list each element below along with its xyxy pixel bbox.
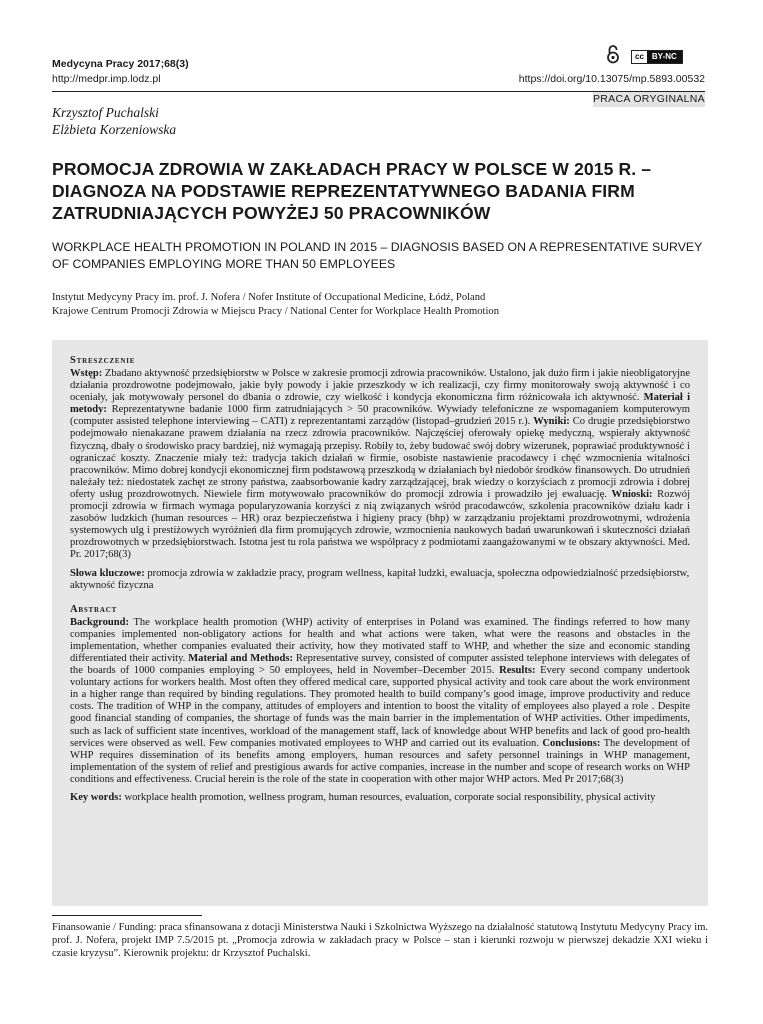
doi-link[interactable]: https://doi.org/10.13075/mp.5893.00532: [518, 73, 705, 85]
section-text: Co drugie przedsiębiorstwo podejmowało nienakazane prawem działania na rzecz zdrowia pracowników. Najczęściej oferowały opiekę medyczną, wspierały aktywność fizyczną, dbały o środowisko pracy bardziej, niż wymagają przepisy. Robiły to, żeby budować swój dobry wizerunek, poprawiać produktywność i ograniczać koszty. Znaczenie miały też: tradycja takich działań w firmie, osobiste nastawienie pracodawcy i chęć wzmocnienia witalności pracowników. Mimo dobrej kondycji ekonomicznej firm podstawową przeszkodą w działaniach był niedobór środków finansowych. Do utrudnień należały też: niedostatek zachęt ze strony państwa, zaabsorbowanie kadry zarządzającej, brak wiedzy o korzyściach z promocji zdrowia i dobrej oferty usług prozdrowotnych. Niewiele firm motywowało pracowników do promocji zdrowia i prowadziło jej ewaluację.: [70, 416, 690, 500]
section-text: The development of WHP requires dissemination of its benefits among employers, human resources and safety personnel trainings in WHP management, implementation of the system of relief and prestigious awards for active companies, increase in the number and scope of research works on WHP conditions and effectiveness. Crucial herein is the role of the state in cooperation with other major WHP actors. Med Pr 2017;68(3): [70, 737, 690, 785]
section-label: Conclusions:: [542, 737, 601, 749]
streszczenie-text: [70, 368, 690, 562]
author-list: [52, 104, 176, 138]
funding-footnote: Finansowanie / Funding: praca sfinansowana z dotacji Ministerstwa Nauki i Szkolnictwa Wyższego na działalność statutową Instytutu Medycyny Pracy im. prof. J. Nofera, projekt IMP 7.5/2015 pt. „Promocja zdrowia w zakładach pracy w Polsce – stan i kierunki rozwoju w pierwszej dekadzie XXI wieku i czasie kryzysu”. Kierownik projektu: dr Krzysztof Puchalski.: [52, 922, 708, 959]
footnote-divider: [52, 915, 202, 916]
journal-url[interactable]: http://medpr.imp.lodz.pl: [52, 73, 161, 85]
title-english: WORKPLACE HEALTH PROMOTION IN POLAND IN 2015 – DIAGNOSIS BASED ON A REPRESENTATIVE SURVEY OF COMPANIES EMPLOYING MORE THAN 50 EMPLOYEES: [52, 240, 703, 271]
section-label: Materiał i metody:: [70, 392, 690, 416]
section-text: Rozwój promocji zdrowia w firmach wymaga popularyzowania korzyści z nią związanych wśród pracodawców, szkolenia pracowników działu kadr i zasobów ludzkich (human resources – HR) oraz bezpieczeństwa i higieny pracy (bhp) w zarządzaniu projektami prozdrowotnymi, wdrożenia systemowych ulg i prestiżowych wyróżnień dla firm promujących zdrowie, wzmocnienia naukowych badań uwarunkowań i skuteczności działań prozdrowotnych w przedsiębiorstwach. Istotna jest tu rola państwa we współpracy z podmiotami zaangażowanymi w te obszary aktywności. Med. Pr. 2017;68(3): [70, 488, 690, 561]
paper-type-label: PRACA ORYGINALNA: [593, 93, 705, 105]
affiliation: Instytut Medycyny Pracy im. prof. J. Nofera / Nofer Institute of Occupational Medicine, Łódź, Poland: [52, 292, 486, 303]
abstract-text: [70, 617, 690, 786]
open-access-lock-icon: [606, 44, 620, 64]
section-text: Reprezentatywne badanie 1000 firm zatrudniających > 50 pracowników. Wywiady telefoniczne ze wspomaganiem komputerowym (computer assisted telephone interviewing – CATI) z reprezentantami zarządów (listopad–grudzień 2015 r.).: [70, 404, 690, 428]
section-text: Every second company undertook voluntary actions for workers health. Most often they offered medical care, supported physical activity and took care about the work environment in a higher range than required by binding regulations. They promoted health to build company’s good image, improve productivity and reduce costs. The tradition of WHP in the company, attitudes of employers and intention to boost the vitality of employees also played a role . Despite good financial standing of companies, the shortage of funds was the main barrier in the implementation of WHP activities. Other impediments, such as lack of sufficient state incentives, workload of the management staff, lack of knowledge about WHP benefits and lack of good pro-health services were observed as well. Few companies motivated employees to WHP and carried out its evaluation.: [70, 665, 690, 749]
section-label: Wnioski:: [611, 488, 653, 500]
title-polish: PROMOCJA ZDROWIA W ZAKŁADACH PRACY W POLSCE W 2015 R. – DIAGNOZA NA PODSTAWIE REPREZENTATYWNEGO BADANIA FIRM ZATRUDNIAJĄCYCH POWYŻEJ 50 PRACOWNIKÓW: [52, 159, 652, 223]
author-name: Krzysztof Puchalski: [52, 105, 159, 120]
affiliation: Krajowe Centrum Promocji Zdrowia w Miejscu Pracy / National Center for Workplace Health Promotion: [52, 305, 500, 317]
license-type: BY-NC: [647, 51, 682, 63]
keywords-text: workplace health promotion, wellness program, human resources, evaluation, corporate social responsibility, physical activity: [121, 792, 656, 803]
keywords-text: promocja zdrowia w zakładzie pracy, program wellness, kapitał ludzki, ewaluacja, społeczna odpowiedzialność przedsiębiorstw, aktywność fizyczna: [70, 567, 690, 591]
journal-citation: Medycyna Pracy 2017;68(3): [52, 58, 189, 70]
section-label: Wstęp:: [70, 368, 103, 379]
abstract-box: [52, 340, 708, 906]
streszczenie-heading: Streszczenie: [70, 355, 136, 366]
abstract-heading: Abstract: [70, 603, 118, 615]
keywords-en: [70, 792, 690, 804]
keywords-pl: [70, 568, 690, 592]
keywords-label: Key words:: [70, 792, 122, 803]
section-text: Representative survey, consisted of computer assisted telephone interviews with delegates of the boards of 1000 companies employing > 50 employees, held in November–December 2015.: [70, 652, 691, 677]
cc-license-badge[interactable]: [631, 50, 683, 64]
section-text: The workplace health promotion (WHP) activity of enterprises in Poland was examined. The findings referred to how many companies implemented non-obligatory actions for health and what actions were taken, what were the reasons and obstacles in the implementation, whether companies evaluated their activity, how they motivated staff to WHP, and whether the size and economic standing differentiated their activity.: [70, 616, 690, 664]
keywords-label: Słowa kluczowe:: [70, 567, 145, 579]
section-label: Wyniki:: [533, 416, 570, 428]
section-text: Zbadano aktywność przedsiębiorstw w Polsce w zakresie promocji zdrowia pracowników. Ustalono, jak dużo firm i jakie nieobligatoryjne działania prozdrowotne podejmowało, jakie były powody i jakie przeszkody w ich realizacji, czy firmy monitorowały swoją aktywność i co oceniały, jak motywowały personel do dbania o zdrowie, czy wielkość i kondycja ekonomiczna firm różnicowała ich aktywność.: [70, 368, 690, 404]
author-name: Elżbieta Korzeniowska: [52, 122, 177, 137]
section-label: Background:: [70, 616, 130, 628]
cc-logo: cc: [632, 51, 647, 63]
affiliations: [52, 291, 499, 318]
section-label: Material and Methods:: [188, 652, 294, 664]
section-label: Results:: [499, 665, 536, 677]
